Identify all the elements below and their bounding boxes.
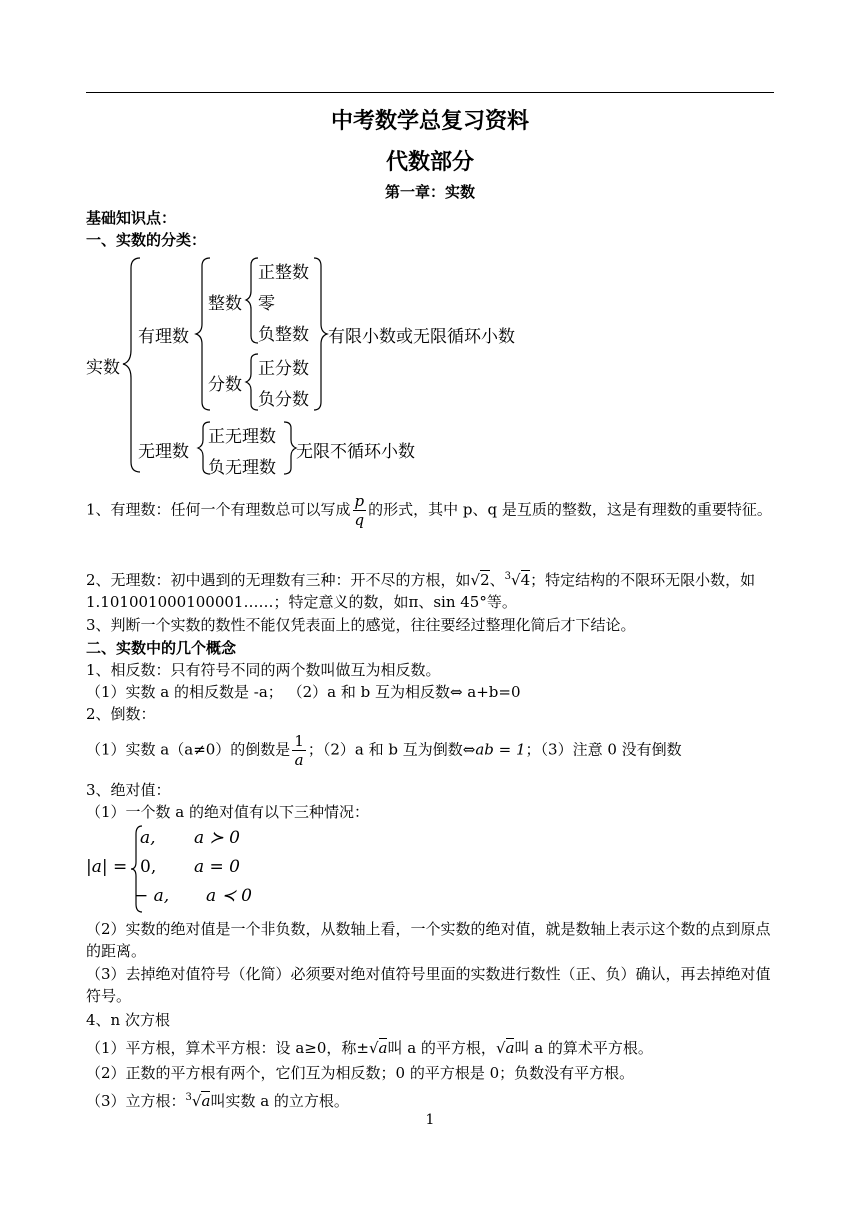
page-subtitle: 代数部分	[385, 150, 474, 175]
tree-pos-irr: 正无理数	[208, 427, 276, 447]
opposite-rule: （1）实数 a 的相反数是 -a； （2）a 和 b 互为相反数⇔ a+b=0	[86, 683, 521, 701]
square-root-def: （1）平方根，算术平方根：设 a≥0，称±√a叫 a 的平方根，√a叫 a 的算术平方根。	[86, 1039, 653, 1057]
reciprocal-heading: 2、倒数：	[86, 705, 156, 723]
tree-pos-int: 正整数	[258, 263, 309, 283]
sqrt2: √2	[470, 571, 490, 589]
reciprocal-rule: （1）实数 a（a≠0）的倒数是 $\frac{1}{a}$ ；（2）a 和 b 互为倒数⇔ab = 1；（3）注意 0 没有倒数	[86, 732, 682, 769]
abs-case1-value: a,	[140, 828, 156, 848]
tree-zero: 零	[258, 294, 275, 314]
chapter-heading: 第一章：实数	[384, 183, 475, 201]
para-irrational-def: 2、无理数：初中遇到的无理数有三种：开不尽的方根，如√2、$^3$√4；特定结构的不限环无限小数，如 1.101001000100001……；特定意义的数，如π、sin 45°等。	[86, 571, 756, 611]
tree-rational: 有理数	[138, 327, 189, 347]
nth-root-heading: 4、n 次方根	[86, 1011, 170, 1029]
tree-neg-int: 负整数	[258, 325, 309, 345]
sqrt-a-arith: √a	[495, 1039, 515, 1057]
tree-braces	[0, 250, 860, 480]
opposite-def: 1、相反数：只有符号不同的两个数叫做互为相反数。	[86, 661, 441, 679]
cuberoot-a: $^3$√a	[185, 1092, 211, 1110]
absolute-simplify: （3）去掉绝对值符号（化简）必须要对绝对值符号里面的实数进行数性（正、负）确认，再去掉绝对值符号。	[86, 965, 771, 1005]
abs-case3-cond: a ≺ 0	[206, 886, 253, 906]
tree-neg-frac: 负分数	[258, 390, 309, 410]
page-number: 1	[425, 1112, 435, 1128]
section1-heading: 一、实数的分类：	[86, 231, 207, 249]
tree-neg-irr: 负无理数	[208, 458, 276, 478]
page-title: 中考数学总复习资料	[330, 109, 529, 134]
brace-rational-close	[314, 258, 327, 410]
tree-integer: 整数	[208, 294, 242, 314]
absolute-heading: 3、绝对值：	[86, 781, 171, 799]
tree-fraction: 分数	[208, 375, 242, 395]
tree-irrational: 无理数	[138, 442, 189, 462]
tree-root-real: 实数	[86, 358, 120, 378]
cube-root-def: （3）立方根：$^3$√a叫实数 a 的立方根。	[86, 1092, 349, 1110]
tree-irrational-note: 无限不循环小数	[296, 442, 415, 462]
brace-fraction	[246, 354, 258, 410]
abs-case2-value: 0,	[140, 857, 157, 877]
brace-irrational-close	[284, 422, 296, 474]
section-basic-heading: 基础知识点：	[86, 209, 177, 227]
brace-integer	[246, 258, 258, 343]
header-rule	[86, 92, 774, 93]
abs-lhs: |a| =	[86, 857, 128, 877]
para-judgement: 3、判断一个实数的数性不能仅凭表面上的感觉，往往要经过整理化简后才下结论。	[86, 616, 636, 634]
square-root-rules: （2）正数的平方根有两个，它们互为相反数；0 的平方根是 0；负数没有平方根。	[86, 1064, 635, 1082]
fraction-p-over-q: $\frac{p}{q}$	[354, 492, 365, 529]
section2-heading: 二、实数中的几个概念	[86, 639, 237, 657]
tree-rational-note: 有限小数或无限循环小数	[328, 327, 515, 347]
para-rational-def: 1、有理数：任何一个有理数总可以写成 $\frac{p}{q}$ 的形式，其中 p、q 是互质的整数，这是有理数的重要特征。	[86, 492, 772, 529]
cuberoot4: $^3$√4	[504, 571, 531, 589]
absolute-cases-intro: （1）一个数 a 的绝对值有以下三种情况：	[86, 803, 370, 821]
fraction-1-over-a: $\frac{1}{a}$	[294, 732, 304, 769]
absolute-nonnegative: （2）实数的绝对值是一个非负数，从数轴上看，一个实数的绝对值，就是数轴上表示这个数的点到原点的距离。	[86, 920, 771, 960]
abs-case1-cond: a ≻ 0	[194, 828, 241, 848]
sqrt-a: √a	[368, 1039, 388, 1057]
abs-case2-cond: a = 0	[194, 857, 241, 877]
tree-pos-frac: 正分数	[258, 359, 309, 379]
abs-case3-value: − a,	[134, 886, 170, 906]
